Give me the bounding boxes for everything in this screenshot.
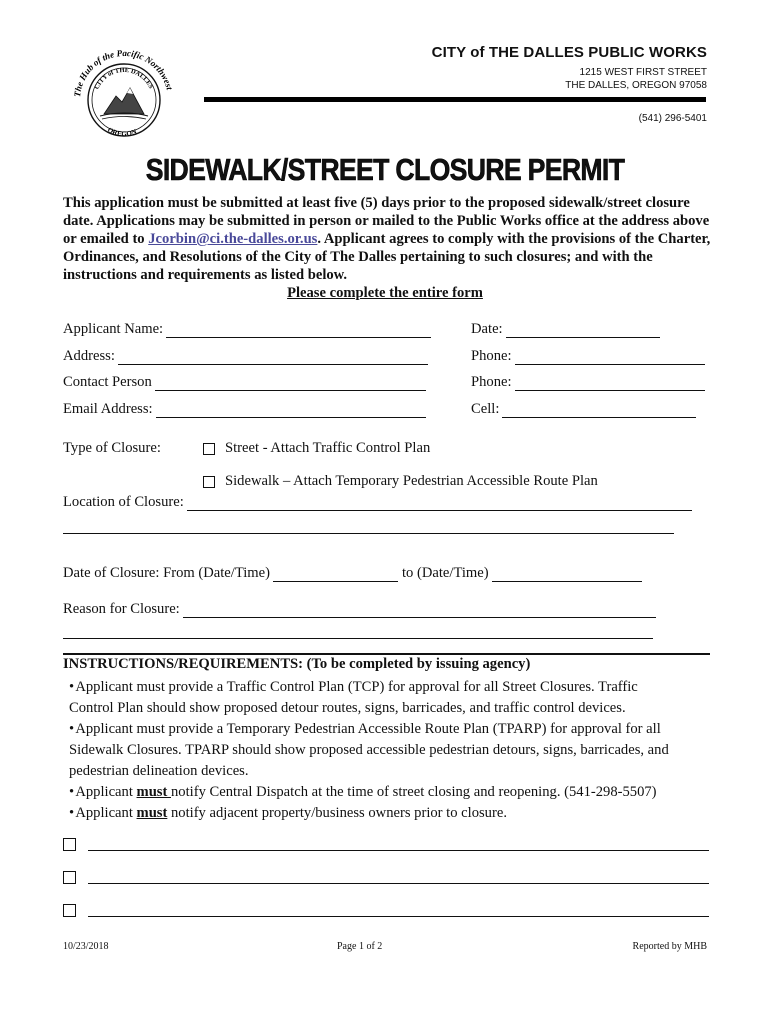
instructions-list	[63, 677, 713, 824]
email-address-field[interactable]	[63, 401, 426, 418]
applicant-name-field[interactable]	[63, 321, 431, 338]
instruction-item-cont: pedestrian delineation devices.	[69, 763, 249, 779]
street-checkbox[interactable]	[203, 443, 215, 455]
agency-requirement-input[interactable]	[88, 883, 709, 884]
agency-requirement-row[interactable]	[63, 904, 709, 917]
email-link[interactable]: Jcorbin@ci.the-dalles.or.us	[148, 231, 318, 247]
cell-field[interactable]	[471, 401, 696, 418]
phone-field-1[interactable]	[471, 348, 705, 365]
footer-date: 10/23/2018	[63, 941, 109, 952]
date-input[interactable]	[506, 323, 660, 338]
instruction-item-cont: Control Plan should show proposed detour routes, signs, barricades, and traffic control devices.	[69, 700, 626, 716]
closure-option-street[interactable]	[203, 440, 430, 457]
location-field[interactable]	[63, 494, 692, 511]
date-of-closure-field[interactable]	[63, 565, 642, 582]
reason-label: Reason for Closure:	[63, 601, 180, 617]
date-from-label: Date of Closure: From (Date/Time)	[63, 565, 270, 581]
location-label: Location of Closure:	[63, 494, 184, 510]
address-line-2: THE DALLES, OREGON 97058	[565, 80, 707, 91]
sidewalk-option-label: Sidewalk – Attach Temporary Pedestrian Accessible Route Plan	[225, 473, 598, 489]
agency-requirement-checkbox[interactable]	[63, 904, 76, 917]
email-address-label: Email Address:	[63, 401, 153, 417]
instruction-item: • Applicant must notify adjacent property/business owners prior to closure.	[69, 805, 507, 821]
location-input-line-2[interactable]	[63, 533, 674, 534]
phone-label-1: Phone:	[471, 348, 512, 364]
instruction-item: • Applicant must provide a Temporary Pedestrian Accessible Route Plan (TPARP) for approval for all	[69, 721, 661, 737]
agency-requirement-checkbox[interactable]	[63, 838, 76, 851]
agency-requirement-row[interactable]	[63, 838, 709, 851]
instruction-item: • Applicant must provide a Traffic Control Plan (TCP) for approval for all Street Closures. Traffic	[69, 679, 638, 695]
instruction-item-cont: Sidewalk Closures. TPARP should show proposed accessible pedestrian detours, signs, barricades, and	[69, 742, 669, 758]
office-phone: (541) 296-5401	[638, 113, 707, 124]
seal-inner-text: CITY of THE DALLES	[93, 66, 155, 91]
cell-label: Cell:	[471, 401, 500, 417]
street-option-label: Street - Attach Traffic Control Plan	[225, 440, 431, 456]
address-line-1: 1215 WEST FIRST STREET	[579, 67, 707, 78]
phone-field-2[interactable]	[471, 374, 705, 391]
phone-input-2[interactable]	[515, 376, 705, 391]
date-from-input[interactable]	[273, 567, 398, 582]
instructions-heading: INSTRUCTIONS/REQUIREMENTS: (To be completed by issuing agency)	[63, 656, 531, 672]
intro-paragraph: This application must be submitted at least five (5) days prior to the proposed sidewalk/street closure date. Applications may be submitted in person or mailed to the Public Works office at the address above or emailed to Jcorbin@ci.the-dalles.or.us. Applicant agrees to comply with the provisions of the Charter, Ordinances, and Resolutions of the City of The Dalles pertaining to such closures; and with the instructions and requirements as listed below.	[63, 195, 711, 283]
seal-bottom-text: OREGON	[106, 125, 138, 139]
agency-requirement-input[interactable]	[88, 850, 709, 851]
sidewalk-checkbox[interactable]	[203, 476, 215, 488]
closure-type-label: Type of Closure:	[63, 440, 161, 456]
agency-requirement-checkbox[interactable]	[63, 871, 76, 884]
seal-outer-text: The Hub of the Pacific Northwest	[72, 47, 175, 98]
location-input[interactable]	[187, 496, 692, 511]
cell-input[interactable]	[502, 403, 696, 418]
org-name: CITY of THE DALLES PUBLIC WORKS	[431, 44, 707, 61]
applicant-name-input[interactable]	[166, 323, 431, 338]
date-to-label: to (Date/Time)	[402, 565, 489, 581]
instruction-item: • Applicant must notify Central Dispatch at the time of street closing and reopening. (541-298-5507)	[69, 784, 657, 800]
date-label: Date:	[471, 321, 503, 337]
instructions-divider	[63, 653, 710, 655]
header-rule	[204, 97, 706, 102]
phone-input-1[interactable]	[515, 350, 705, 365]
agency-requirement-input[interactable]	[88, 916, 709, 917]
date-to-input[interactable]	[492, 567, 642, 582]
page-title: SIDEWALK/STREET CLOSURE PERMIT	[145, 152, 625, 187]
complete-form-notice: Please complete the entire form	[287, 285, 483, 301]
reason-input-line-2[interactable]	[63, 638, 653, 639]
address-input[interactable]	[118, 350, 428, 365]
reason-field[interactable]	[63, 601, 656, 618]
phone-label-2: Phone:	[471, 374, 512, 390]
footer-reported-by: Reported by MHB	[632, 941, 707, 952]
applicant-name-label: Applicant Name:	[63, 321, 164, 337]
city-seal-logo	[70, 40, 178, 148]
contact-person-label: Contact Person	[63, 374, 152, 390]
closure-option-sidewalk[interactable]	[203, 473, 598, 490]
footer-page-number: Page 1 of 2	[337, 941, 383, 952]
contact-person-field[interactable]	[63, 374, 426, 391]
address-field[interactable]	[63, 348, 428, 365]
address-label: Address:	[63, 348, 115, 364]
svg-text:OREGON	[106, 126, 138, 138]
contact-person-input[interactable]	[155, 376, 426, 391]
agency-requirement-row[interactable]	[63, 871, 709, 884]
reason-input[interactable]	[183, 603, 656, 618]
email-address-input[interactable]	[156, 403, 426, 418]
date-field[interactable]	[471, 321, 660, 338]
